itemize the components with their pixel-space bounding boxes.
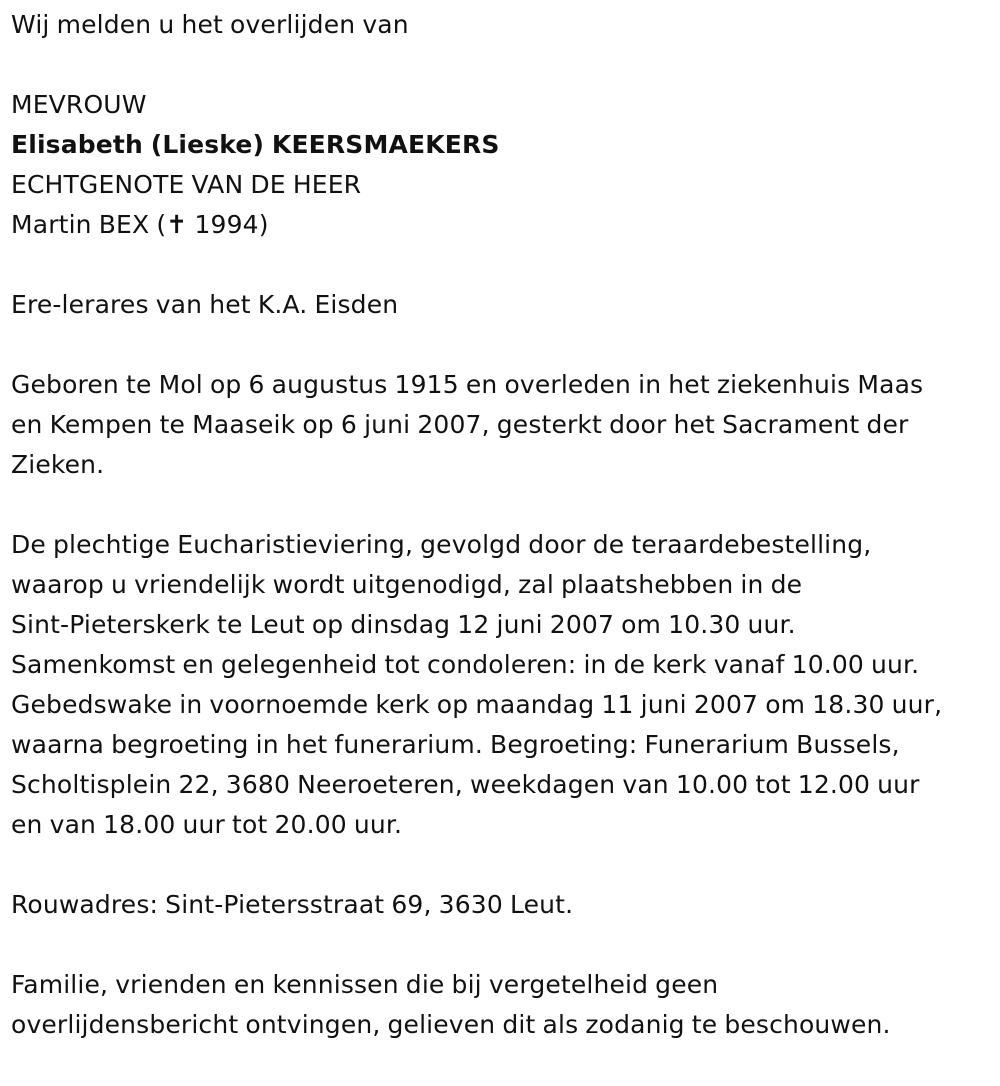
spacer — [11, 45, 1000, 85]
spacer — [11, 485, 1000, 525]
paragraph-line: en van 18.00 uur tot 20.00 uur. — [11, 810, 403, 839]
paragraph-line: en Kempen te Maaseik op 6 juni 2007, gesterkt door het Sacrament der — [11, 410, 909, 439]
paragraph-line: Geboren te Mol op 6 augustus 1915 en overleden in het ziekenhuis Maas — [11, 370, 924, 399]
paragraph-line: Samenkomst en gelegenheid tot condoleren: in de kerk vanaf 10.00 uur. — [11, 650, 920, 679]
paragraph-line: Scholtisplein 22, 3680 Neeroeteren, weekdagen van 10.00 tot 12.00 uur — [11, 770, 920, 799]
closing-paragraph — [11, 965, 991, 1045]
mourning-address: Rouwadres: Sint-Pietersstraat 69, 3630 Leut. — [11, 890, 574, 919]
occupation: Ere-lerares van het K.A. Eisden — [11, 290, 399, 319]
paragraph-line: Sint-Pieterskerk te Leut op dinsdag 12 juni 2007 om 10.30 uur. — [11, 610, 796, 639]
ceremony-paragraph — [11, 525, 991, 845]
salutation: MEVROUW — [11, 90, 147, 119]
paragraph-line: Familie, vrienden en kennissen die bij vergetelheid geen — [11, 970, 719, 999]
paragraph-line: waarna begroeting in het funerarium. Begroeting: Funerarium Bussels, — [11, 730, 900, 759]
spouse-name: Martin BEX (✝ 1994) — [11, 210, 269, 239]
spouse-title: ECHTGENOTE VAN DE HEER — [11, 170, 362, 199]
paragraph-line: Gebedswake in voornoemde kerk op maandag 11 juni 2007 om 18.30 uur, — [11, 690, 943, 719]
paragraph-line: De plechtige Eucharistieviering, gevolgd door de teraardebestelling, — [11, 530, 872, 559]
paragraph-line: Zieken. — [11, 450, 105, 479]
spacer — [11, 245, 1000, 285]
birth-death-paragraph — [11, 365, 991, 485]
paragraph-line: overlijdensbericht ontvingen, gelieven dit als zodanig te beschouwen. — [11, 1010, 891, 1039]
spacer — [11, 845, 1000, 885]
paragraph-line: waarop u vriendelijk wordt uitgenodigd, zal plaatshebben in de — [11, 570, 803, 599]
intro-text: Wij melden u het overlijden van — [11, 10, 409, 39]
deceased-name: Elisabeth (Lieske) KEERSMAEKERS — [11, 130, 500, 159]
spacer — [11, 325, 1000, 365]
spacer — [11, 925, 1000, 965]
